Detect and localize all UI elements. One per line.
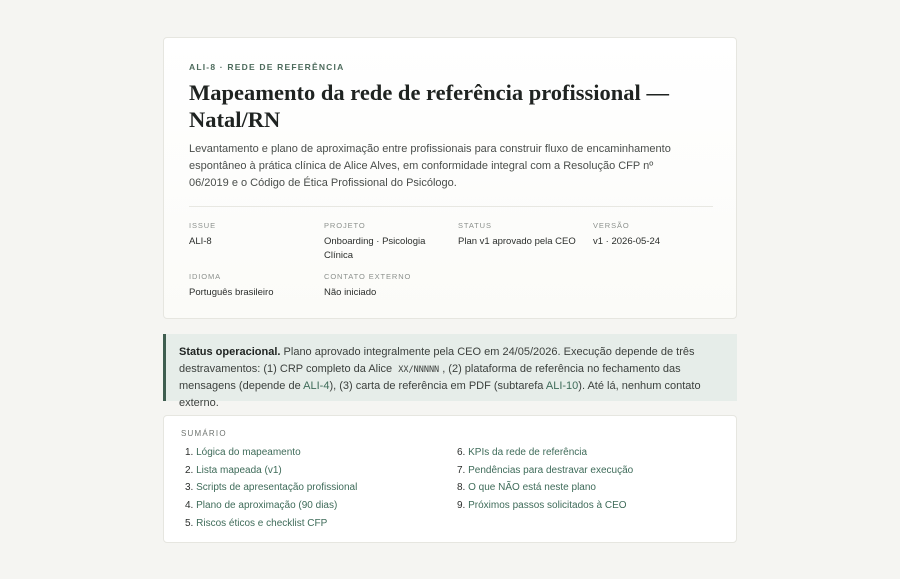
meta-label: VERSÃO [593, 221, 630, 230]
meta-value: Português brasileiro [189, 287, 274, 298]
callout-text: Plano aprovado integralmente pela CEO em 24/05/2026. Execução depende de três destravamentos: (1) CRP completo da Alice [179, 346, 695, 375]
toc-item[interactable] [185, 479, 357, 497]
toc-item[interactable] [457, 479, 633, 497]
toc-link[interactable]: O que NÃO está neste plano [468, 482, 596, 494]
meta-value: v1 · 2026-05-24 [593, 236, 661, 247]
meta-language [189, 272, 309, 300]
meta-value: Não iniciado [324, 287, 377, 298]
toc-link[interactable]: Scripts de apresentação profissional [196, 482, 358, 494]
callout-text: ), (3) carta de referência em PDF (subtarefa [329, 380, 546, 392]
issue-link-ali-4[interactable]: ALI-4 [303, 380, 330, 392]
meta-project [324, 221, 444, 263]
header-card [163, 37, 737, 319]
meta-label: CONTATO EXTERNO [324, 272, 412, 281]
callout-text: ). Até lá, nenhum contato externo. [179, 380, 701, 409]
meta-label: STATUS [458, 221, 492, 230]
toc-link[interactable]: Próximos passos solicitados à CEO [468, 500, 627, 512]
callout-lead: Status operacional. [179, 346, 281, 358]
meta-issue [189, 221, 309, 249]
toc-item[interactable] [457, 444, 633, 462]
toc-item[interactable] [185, 515, 357, 533]
callout-text: , (2) plataforma de referência no fechamento das mensagens (depende de [179, 362, 681, 392]
toc-number: 8. [457, 482, 466, 494]
meta-value: ALI-8 [189, 236, 212, 247]
toc-item[interactable] [457, 462, 633, 480]
issue-eyebrow: ALI-8 · REDE DE REFERÊNCIA [189, 62, 345, 72]
toc-item[interactable] [185, 444, 357, 462]
toc-number: 3. [185, 482, 194, 494]
toc-number: 9. [457, 500, 466, 512]
toc-link[interactable]: KPIs da rede de referência [468, 447, 588, 458]
divider [189, 206, 713, 207]
toc-number: 2. [185, 464, 194, 476]
table-of-contents [163, 415, 737, 543]
meta-label: PROJETO [324, 221, 366, 230]
meta-version [593, 221, 713, 249]
meta-value: Plan v1 aprovado pela CEO [458, 236, 576, 247]
meta-external-contact [324, 272, 454, 300]
toc-link[interactable]: Plano de aproximação (90 dias) [196, 500, 338, 512]
toc-link[interactable]: Riscos éticos e checklist CFP [196, 517, 328, 529]
meta-status [458, 221, 583, 249]
toc-label: SUMÁRIO [181, 429, 227, 438]
toc-link[interactable]: Lista mapeada (v1) [196, 464, 282, 476]
toc-item[interactable] [185, 462, 357, 480]
status-callout [163, 334, 737, 409]
toc-item[interactable] [185, 497, 357, 515]
toc-number: 4. [185, 500, 194, 512]
issue-link-ali-10[interactable]: ALI-10 [545, 380, 579, 392]
toc-number: 7. [457, 464, 466, 476]
meta-value: Onboarding · Psicologia Clínica [324, 236, 426, 261]
toc-column-right [457, 444, 633, 515]
page-description: Levantamento e plano de aproximação entre profissionais para construir fluxo de encaminhamento espontâneo à prática clínica de Alice Alves, em conformidade integral com a Resolução CFP nº 06/2019 e o Código de Ética Profissional do Psicólogo. [189, 143, 671, 189]
toc-number: 1. [185, 447, 194, 458]
page-title: Mapeamento da rede de referência profissional — Natal/RN [189, 80, 669, 132]
toc-link[interactable]: Lógica do mapeamento [196, 447, 301, 458]
toc-link[interactable]: Pendências para destravar execução [468, 464, 634, 476]
meta-label: IDIOMA [189, 272, 222, 281]
toc-item[interactable] [457, 497, 633, 515]
meta-label: ISSUE [189, 221, 217, 230]
toc-column-left [185, 444, 357, 532]
toc-number: 5. [185, 517, 194, 529]
crp-code: XX/NNNNN [398, 364, 440, 375]
toc-number: 6. [457, 447, 466, 458]
